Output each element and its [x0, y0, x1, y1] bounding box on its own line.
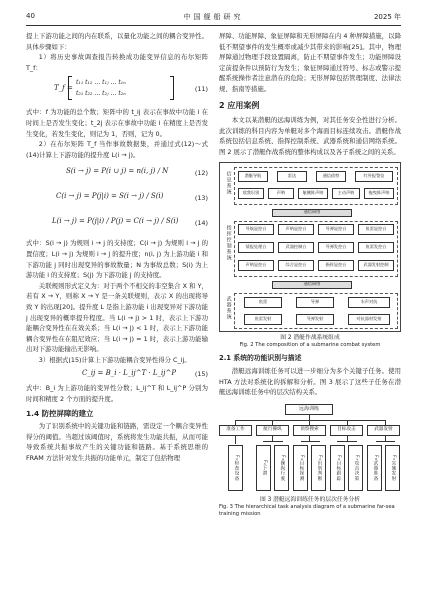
component-box: 导弹发射 [296, 314, 334, 325]
hta-task-box: 侦察搜索 [293, 425, 326, 436]
paragraph: 2）在布尔矩阵 T_f 当作事故数据集，并通过式(12)～式(14)计算上下游功能的提升度 L(i → j)。 [26, 140, 208, 159]
comm-network-bus: 通信网络 [272, 209, 352, 217]
matrix-row: t₁₁ t₁₂ … t₁ⱼ … t₁ₙ [76, 79, 126, 87]
component-box: 声呐 [268, 188, 294, 199]
component-box: 鱼雷发射 [244, 314, 282, 325]
matrix-bracket-left [68, 76, 72, 100]
equation-number: (15) [194, 370, 208, 379]
section-heading-2: 2 应用案例 [219, 100, 260, 110]
component-box: 导弹发控台 [318, 242, 354, 253]
hta-subtask-box: F₃操纵行驶 [274, 445, 289, 491]
component-box: 拖曳阵声呐 [364, 188, 394, 199]
figure-2-caption: 图 2 潜艇作战系统组成 [280, 334, 340, 341]
equation-number: (11) [194, 85, 208, 94]
hta-subtask-box: F₂下潜 [256, 445, 271, 491]
matrix-bracket-right [170, 76, 174, 100]
equation-number: (13) [194, 194, 208, 203]
paragraph: 式中：B_i 为上游功能的变异性分数；L_ij^T 和 L_ij^P 分别为时间和精度 2 个方面的提升度。 [26, 384, 208, 404]
hta-task-box: 武器发射 [367, 425, 400, 436]
component-box: 声呐显控台 [278, 224, 314, 235]
connector [301, 441, 320, 442]
component-box: 主动声呐 [332, 188, 360, 199]
hta-subtask-box: F₁检查设备 [228, 445, 243, 491]
connector [235, 420, 385, 421]
connector [337, 441, 357, 442]
connector [235, 436, 236, 444]
paragraph: 本文以某潜艇的远海训练为例，对其任务安全性进行分析。此次训练的科目内容为单艇对多个海面目标连续攻击。潜艇作战系统包括信息系统、指挥控制系统、武器系统和通信网络系统。图 2 展示了潜艇作战系统的整体构成以及各子系统之间的关系。 [219, 116, 401, 156]
component-box: 声呐显控台 [238, 260, 274, 271]
weapon-system-label: 武器系统 [225, 295, 232, 320]
equation-body: C(i → j) = P(j|i) = S(i → j) / S(i) [56, 192, 164, 201]
hta-task-box: 准备工作 [219, 425, 252, 436]
component-box: 武器发射控制 [358, 260, 394, 271]
equation-body: C_ij = B_i · L_ij^T · L_ij^P [82, 369, 177, 378]
component-box: 对抗器材发射 [348, 314, 390, 325]
component-box: 舷侧阵声呐 [298, 188, 328, 199]
hta-root-box: 远海训练 [285, 404, 333, 415]
equation-13 [26, 188, 208, 210]
paragraph: 3）根据式(15)计算上下游功能耦合变异性得分 C_ij。 [38, 355, 191, 364]
equation-12 [26, 163, 208, 185]
hta-subtask-box: F₈武器准备 [367, 445, 382, 491]
component-box: 导航显控台 [238, 224, 274, 235]
component-box: 导弹显控台 [318, 224, 354, 235]
component-box: 情报处理台 [238, 242, 274, 253]
paragraph: 关联规则形式定义为：对于两个不相交的非空集合 X 和 Y，若有 X → Y，则称 X → Y 是一条关联规则，表示 X 的出现将导致 Y 的出现[20]。提升度 L 是指上游功能 i 出现变异对下游功能 j 出现变异的概率提升程度。当 L(i → j) > 1 时，表示上下游功能耦合变异性在在效关系；当 L(i → j) < 1 时，表示上下游功能耦合变异性在在阻尼效应；当 L(i → j) = 1 时，表示上游功能输出对下游功能输出无影响。 [26, 281, 208, 354]
figure-3-caption: 图 3 潜艇远海训练任务的层次任务分析 [259, 496, 361, 503]
component-box: 敌我识别 [238, 188, 264, 199]
equation-number: (12) [194, 169, 208, 178]
connector [263, 441, 283, 442]
boolean-matrix [54, 76, 174, 100]
figure-3-hta-diagram [219, 402, 401, 494]
component-box: 鱼雷 [244, 297, 282, 308]
hta-task-box: 目标攻击 [330, 425, 363, 436]
left-column [26, 31, 208, 464]
paragraph: 式中：f 为功能的总个数；矩阵中的 t_ij 表示在事故中功能 i 在时间上是否发生变化；t_2j 表示在事故中功能 i 在精度上是否发生变化，若发生变化，则记为 1，否则，记为 0。 [26, 108, 208, 138]
equation-15 [26, 366, 208, 382]
figure-2-caption-en: Fig. 2 The composition of a submarine combat system [239, 341, 381, 348]
paragraph: 提上下游功能之间的内在联系，以量化功能之间的耦合变异性。具体步骤如下： [26, 32, 208, 51]
header-rule [26, 25, 401, 26]
equation-14 [26, 213, 208, 235]
component-box: 红外报警仪 [355, 171, 393, 182]
hta-subtask-box: F₉实施发射 [385, 445, 400, 491]
matrix-row: t₂₁ t₂₂ … t₂ⱼ … t₂ₙ [76, 90, 126, 98]
section-heading-1-4: 1.4 防控屏障的建立 [26, 408, 94, 418]
equation-11 [26, 76, 208, 104]
page-header [0, 12, 427, 26]
component-box: 潜艇导航 [238, 171, 268, 182]
component-box: 武器控制台 [278, 242, 314, 253]
equation-body: L(i → j) = P(j|i) / P(j) = C(i → j) / S(i) [52, 217, 179, 226]
hta-task-box: 航行操纵 [256, 425, 289, 436]
command-system-label: 指挥控制系统 [225, 224, 232, 261]
journal-title: 中国舰船研究 [183, 13, 244, 21]
paragraph: 1）将历史事故调查报告转换成功能变异信息的布尔矩阵 T_f： [26, 53, 208, 72]
page-number: 40 [26, 12, 35, 20]
hta-subtask-box: F₇攻击决策 [348, 445, 363, 491]
journal-year: 2025 年 [373, 13, 401, 21]
paragraph: 式中：S(i → j) 为规则 i → j 的支持度；C(i → j) 为规则 i → j 的置信度；L(i → j) 为规则 i → j 的提升度；n(i, j) 为上游功能 i 和下游功能 j 同时出现变异的事故数量；N 为事故总数；S(i) 为上游功能 i 的支持度；S(j) 为下游功能 j 的支持度。 [26, 239, 208, 280]
section-heading-2-1: 2.1 系统的功能识别与描述 [219, 353, 302, 362]
hta-subtask-box: F₆目标跟踪 [330, 445, 345, 491]
comm-network-bus: 通信网络 [272, 281, 352, 289]
matrix-label: T_f = [54, 84, 73, 93]
figure-2-diagram [219, 162, 401, 332]
paragraph: 屏障、功能屏障、象征屏障和无形屏障在内 4 种屏障措施，以降低不期望事件的发生概率或减少其带来的影响[25]。其中，物理屏障通过物理手段设置隔离，防止不期望事件发生；功能屏障设定前提条件以预防行为发生；象征屏障通过符号、标志或警示提醒系统操作者注意潜在的危险；无形屏障包括管理制度、法律法规、指南等措施。 [219, 32, 401, 93]
paragraph: 潜艇远海训练任务可以进一步细分为多个关键子任务。使用 HTA 方法对系统化的拆解和分析。图 3 展示了这些子任务在潜艇远海训练任务中的层次结构关系。 [219, 367, 401, 397]
component-box: 导弹 [296, 297, 334, 308]
figure-3-caption-en: Fig. 3 The hierarchical task analysis diagram of a submarine far-sea training mission [219, 503, 395, 517]
right-column [219, 31, 401, 518]
equation-body: S(i → j) = P(i ∪ j) = n(i, j) / N [66, 167, 169, 176]
connector [376, 441, 395, 442]
component-box: 综合显控台 [278, 260, 314, 271]
component-box: 指挥显控台 [318, 260, 354, 271]
info-system-label: 信息系统 [225, 170, 232, 195]
component-box: 鱼雷显控台 [358, 224, 394, 235]
component-box: 鱼雷发控台 [358, 242, 394, 253]
hta-subtask-box: F₄目标探测 [293, 445, 308, 491]
component-box: 水声对抗 [348, 297, 390, 308]
component-box: 雷达 [277, 171, 307, 182]
equation-number: (14) [194, 219, 208, 228]
hta-subtask-box: F₅识别判断 [311, 445, 326, 491]
paragraph: 为了识别系统中的关键功能和链路，需设定一个耦合变异性得分的阈值。当超过该阈值时，系统将发生功能共振，从而可能导致系统共振事故产生的关键功能和链路。基于系统思维的 FRAM 方法针对发生共振的功能单元，制定了包括物理 [26, 422, 208, 463]
component-box: 通信侦察 [316, 171, 346, 182]
